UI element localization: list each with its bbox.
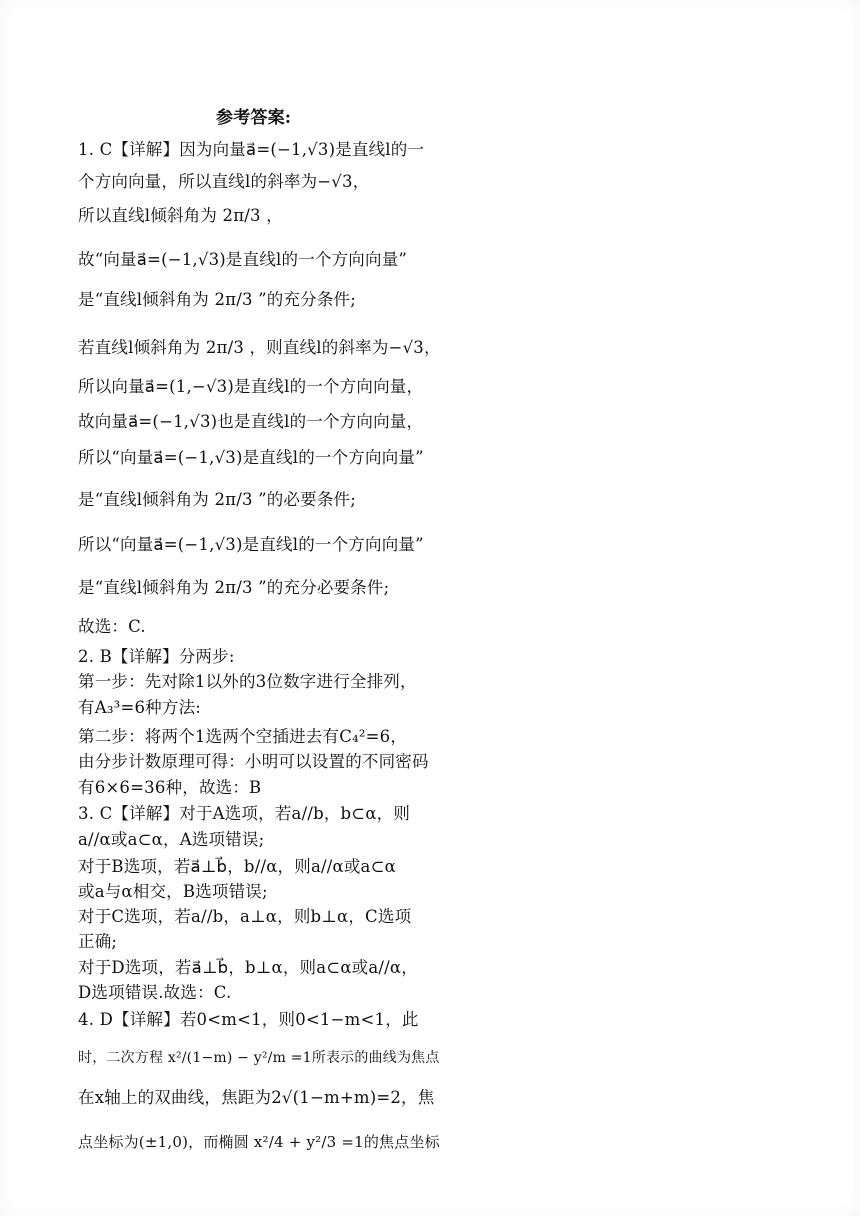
- text-line: 所以直线l倾斜角为 2π/3 ，: [78, 206, 283, 225]
- text-line: 若直线l倾斜角为 2π/3 ，则直线l的斜率为−√3，: [78, 338, 441, 357]
- text-line: 故选：C.: [78, 617, 146, 636]
- text-line: 点坐标为(±1,0)，而椭圆 x²/4 + y²/3 =1的焦点坐标: [78, 1133, 440, 1151]
- text-line: 时，二次方程 x²/(1−m) − y²/m =1所表示的曲线为焦点: [78, 1050, 440, 1066]
- text-line: 所以“向量a⃗=(−1,√3)是直线l的一个方向向量”: [78, 448, 424, 467]
- text-line: 对于D选项，若a⃗⊥b⃗，b⊥α，则a⊂α或a//α，: [78, 958, 418, 977]
- text-line: 3. C【详解】对于A选项，若a//b，b⊂α，则: [78, 804, 411, 823]
- text-line: 是“直线l倾斜角为 2π/3 ”的充分条件;: [78, 290, 356, 309]
- answer-key-heading: 参考答案:: [216, 108, 292, 128]
- text-line: 是“直线l倾斜角为 2π/3 ”的必要条件;: [78, 490, 356, 509]
- text-line: 有6×6=36种，故选：B: [78, 778, 262, 797]
- text-line: 对于C选项，若a//b，a⊥α，则b⊥α，C选项: [78, 907, 412, 926]
- text-line: 有A₃³=6种方法:: [78, 698, 202, 717]
- text-line: 正确;: [78, 932, 118, 951]
- text-line: 或a与α相交，B选项错误;: [78, 882, 268, 901]
- text-line: 是“直线l倾斜角为 2π/3 ”的充分必要条件;: [78, 578, 390, 597]
- text-line: 对于B选项，若a⃗⊥b⃗，b//α，则a//α或a⊂α: [78, 857, 396, 876]
- text-line: 1. C【详解】因为向量a⃗=(−1,√3)是直线l的一: [78, 140, 425, 159]
- text-line: 故向量a⃗=(−1,√3)也是直线l的一个方向向量，: [78, 412, 424, 431]
- text-line: 由分步计数原理可得：小明可以设置的不同密码: [78, 752, 429, 771]
- text-line: 个方向向量，所以直线l的斜率为−√3，: [78, 172, 370, 191]
- text-line: a//α或a⊂α，A选项错误;: [78, 830, 265, 849]
- text-line: D选项错误.故选：C.: [78, 983, 232, 1002]
- text-line: 第二步：将两个1选两个空插进去有C₄²=6，: [78, 727, 408, 746]
- text-line: 第一步：先对除1以外的3位数字进行全排列，: [78, 672, 417, 691]
- text-line: 4. D【详解】若0<m<1，则0<1−m<1，此: [78, 1010, 419, 1029]
- text-line: 2. B【详解】分两步:: [78, 647, 235, 666]
- text-line: 所以向量a⃗=(1,−√3)是直线l的一个方向向量，: [78, 377, 424, 396]
- text-line: 所以“向量a⃗=(−1,√3)是直线l的一个方向向量”: [78, 535, 424, 554]
- text-line: 故“向量a⃗=(−1,√3)是直线l的一个方向向量”: [78, 250, 408, 269]
- text-line: 在x轴上的双曲线，焦距为2√(1−m+m)=2，焦: [78, 1088, 435, 1107]
